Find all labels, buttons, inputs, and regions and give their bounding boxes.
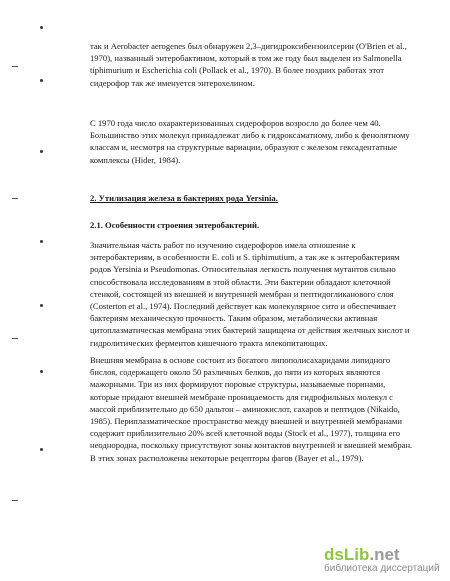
paragraph-4: [90, 354, 415, 464]
scan-dash: [12, 500, 18, 501]
watermark-subtitle: библиотека диссертаций: [324, 563, 440, 574]
text-line: 1970), названный энтеробактином, который в том же году был выделен из Salmonella: [90, 53, 402, 64]
section-heading: 2. Утилизация железа в бактериях рода Yersinia.: [90, 193, 278, 203]
text-line: мажорными. Три из них формируют поровые структуры, называемые поринами,: [90, 379, 386, 390]
text-line: энтеробактериям, в особенности E. coli и S. tiphimutium, а так же к энтеробактериям: [90, 252, 400, 263]
text-line: (Costerton et al., 1974). Последний действует как молекулярное сито и обеспечивает: [90, 301, 397, 312]
paragraph-3: [90, 239, 415, 349]
text-line: так и Aerobacter aerogenes был обнаружен 2,3–дигидроксибензоилсерин (O'Brien et al.,: [90, 41, 407, 51]
paragraph-2: [90, 117, 415, 166]
text-line: бислоя, содержащего около 50 различных белков, до пяти из которых являются: [90, 367, 381, 378]
watermark-logo-left: dsLib: [324, 545, 370, 564]
text-line: родов Yersinia и Pseudomonas. Относительная легкость получения мутантов сильно: [90, 264, 396, 275]
text-line: классам и, несмотря на структурные вариации, образуют с железом гексадентатные: [90, 142, 398, 153]
text-line: сидерофор так же именуется энтерохелином.: [90, 77, 255, 88]
scan-mark: [40, 26, 43, 29]
text-line: гидролитических ферментов кишечного тракта млекопитающих.: [90, 337, 328, 348]
scan-dash: [12, 198, 18, 199]
text-line: tiphimurium и Escherichia coli (Pollack et al., 1970). В более поздних работах этот: [90, 65, 384, 76]
text-line: неоднородна, поскольку присутствуют зоны контактов внутренней и внешней мембран.: [90, 440, 413, 451]
text-line: бактериям механическую прочность. Таким образом, метаболически активная: [90, 313, 378, 324]
text-line: С 1970 года число охарактеризованных сидерофоров возросло до более чем 40.: [90, 118, 381, 128]
text-line: Большинство этих молекул принадлежат либо к гидроксаматному, либо к фенолятному: [90, 130, 410, 141]
scan-mark: [40, 79, 43, 82]
scan-mark: [40, 304, 43, 307]
subsection-heading: 2.1. Особенности строения энтеробактерий.: [90, 220, 260, 230]
text-line: Внешняя мембрана в основе состоит из богатого липополисахаридами липидного: [90, 355, 391, 365]
text-line: комплексы (Hider, 1984).: [90, 154, 181, 165]
scan-mark: [40, 370, 43, 373]
text-line: способствовала исследованиям в этой области. Эти бактерии обладают клеточной: [90, 276, 391, 287]
text-line: стенкой, состоящей из внешней и внутренней мембран и пептидогликанового слоя: [90, 288, 394, 299]
dslib-watermark: [324, 545, 442, 575]
text-line: Значительная часть работ по изучению сидерофоров имела отношение к: [90, 240, 356, 250]
text-line: массой приблизительно до 650 дальтон – аминокислот, сахаров и пептидов (Nikaido,: [90, 403, 400, 414]
text-line: содержит приблизительно 20% всей клеточной воды (Stock et al., 1977), толщина его: [90, 428, 401, 439]
scan-dash: [12, 338, 18, 339]
text-line: 1985). Периплазматическое пространство между внешней и внутренней мембранами: [90, 416, 402, 427]
text-line: В этих зонах расположены некоторые рецепторы фагов (Bayer et al., 1979).: [90, 452, 364, 463]
scan-mark: [40, 150, 43, 153]
text-line: которые придают внешней мембране проницаемость для гидрофильных молекул с: [90, 391, 393, 402]
scan-mark: [40, 240, 43, 243]
paragraph-1: [90, 40, 415, 89]
watermark-logo: [324, 545, 400, 565]
scan-mark: [40, 448, 43, 451]
text-line: цитоплазматическая мембрана этих бактерий защищена от действия желчных кислот и: [90, 325, 410, 336]
watermark-logo-right: .net: [369, 545, 400, 564]
scan-dash: [12, 66, 18, 67]
